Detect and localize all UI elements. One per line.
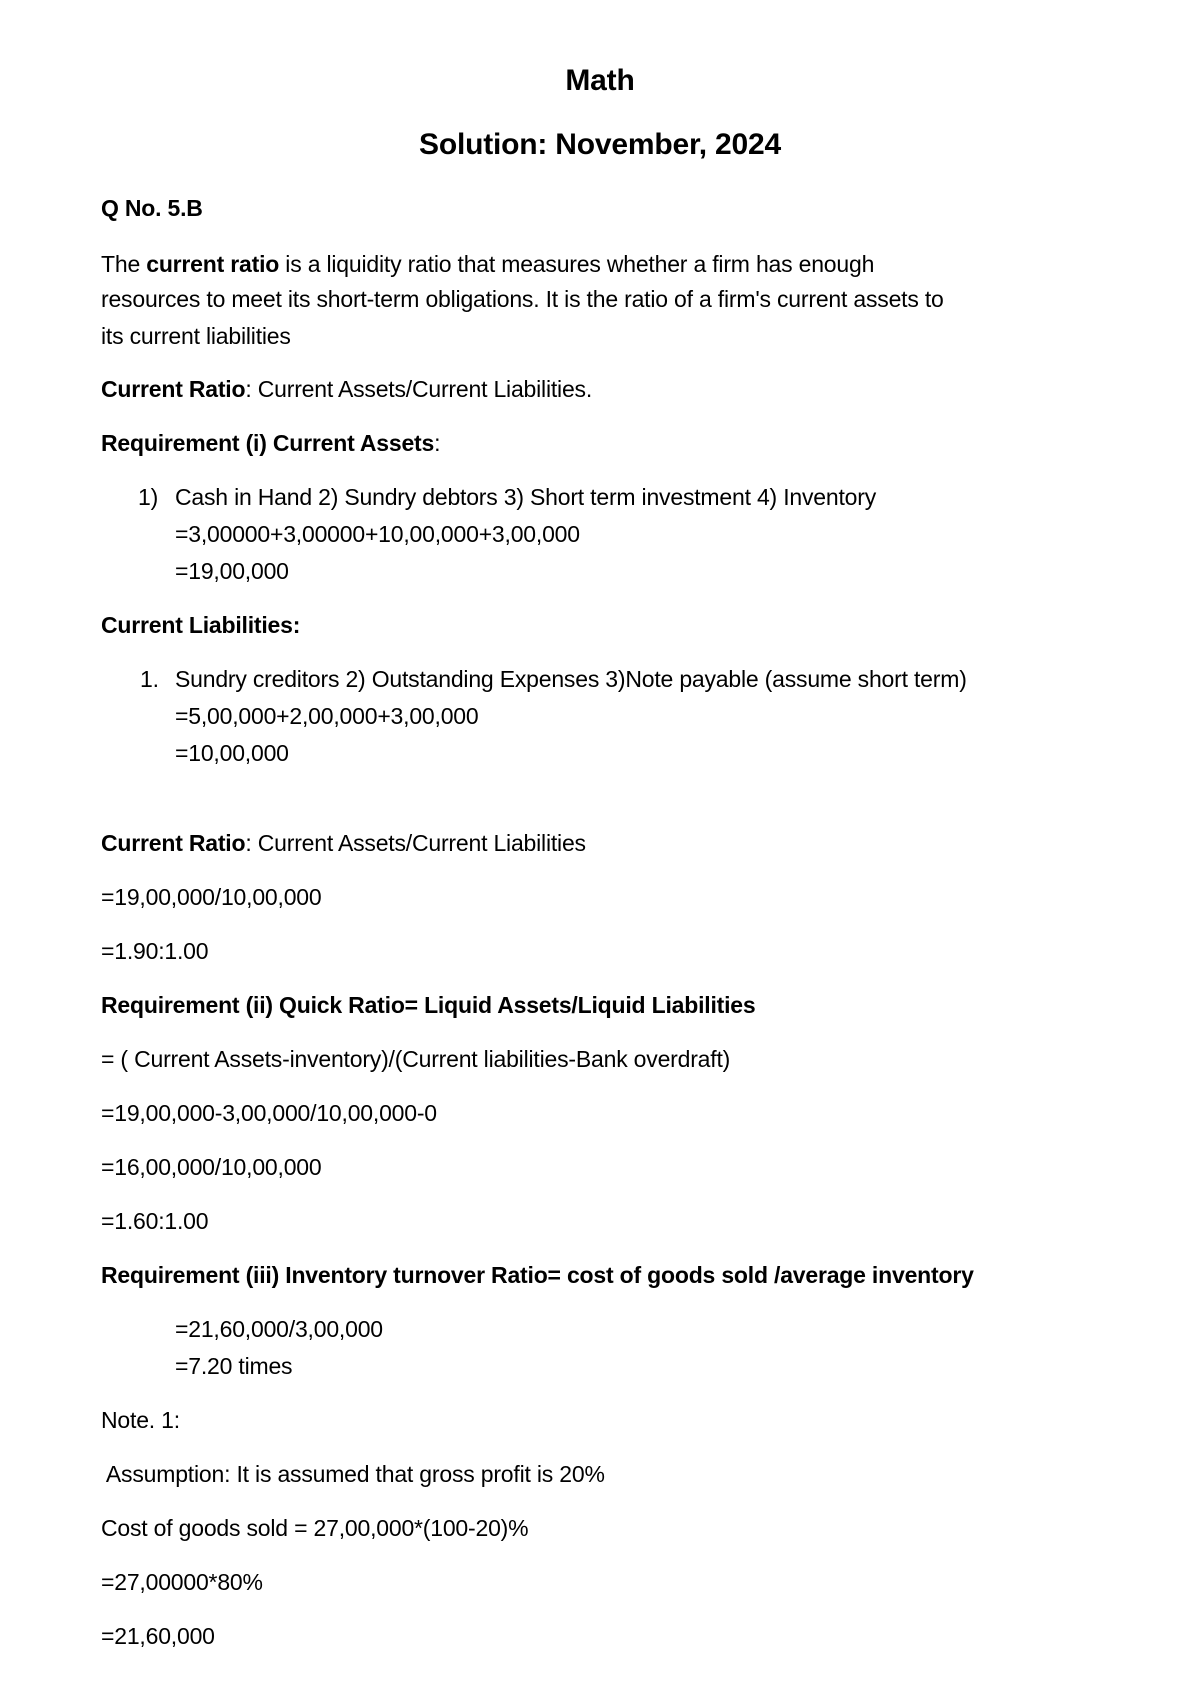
assets-calc-2: =19,00,000 — [175, 558, 289, 584]
inventory-turnover-calc-1: =21,60,000/3,00,000 — [175, 1316, 383, 1342]
assets-list-item — [138, 483, 158, 511]
requirement-iii-heading: Requirement (iii) Inventory turnover Ratio= cost of goods sold /average inventory — [101, 1262, 974, 1288]
term-current-ratio: current ratio — [146, 251, 280, 277]
page-title: Math — [565, 64, 635, 97]
assets-items: Cash in Hand 2) Sundry debtors 3) Short term investment 4) Inventory — [175, 484, 877, 510]
intro-line-2: resources to meet its short-term obligations. It is the ratio of a firm's current assets to — [101, 286, 944, 312]
liabilities-calc-2: =10,00,000 — [175, 740, 289, 766]
intro-line-1: The current ratio is a liquidity ratio that measures whether a firm has enough — [101, 251, 875, 277]
assets-calc-1: =3,00000+3,00000+10,00,000+3,00,000 — [175, 521, 580, 547]
quick-ratio-line-4: =1.60:1.00 — [101, 1208, 209, 1234]
current-ratio-calc-1: =19,00,000/10,00,000 — [101, 884, 322, 910]
formula-current-ratio-2: Current Ratio: Current Assets/Current Liabilities — [101, 830, 586, 856]
note-cogs: Cost of goods sold = 27,00,000*(100-20)% — [101, 1515, 529, 1541]
note-heading: Note. 1: — [101, 1407, 180, 1433]
question-number: Q No. 5.B — [101, 195, 203, 221]
liabilities-list-marker: 1. — [140, 666, 159, 692]
intro-line-3: its current liabilities — [101, 323, 291, 349]
requirement-i-heading: Requirement (i) Current Assets: — [101, 430, 441, 456]
inventory-turnover-calc-2: =7.20 times — [175, 1353, 293, 1379]
list-marker: 1) — [138, 484, 159, 510]
note-assumption: Assumption: It is assumed that gross profit is 20% — [101, 1461, 605, 1487]
requirement-ii-heading: Requirement (ii) Quick Ratio= Liquid Assets/Liquid Liabilities — [101, 992, 756, 1018]
formula-current-ratio: Current Ratio: Current Assets/Current Liabilities. — [101, 376, 593, 402]
current-liabilities-heading: Current Liabilities: — [101, 612, 301, 638]
quick-ratio-line-2: =19,00,000-3,00,000/10,00,000-0 — [101, 1100, 437, 1126]
note-calc-1: =27,00000*80% — [101, 1569, 263, 1595]
quick-ratio-line-1: = ( Current Assets-inventory)/(Current liabilities-Bank overdraft) — [101, 1046, 731, 1072]
liabilities-calc-1: =5,00,000+2,00,000+3,00,000 — [175, 703, 479, 729]
current-ratio-calc-2: =1.90:1.00 — [101, 938, 209, 964]
page-subtitle: Solution: November, 2024 — [419, 128, 781, 161]
liabilities-items: Sundry creditors 2) Outstanding Expenses 3)Note payable (assume short term) — [175, 666, 967, 692]
quick-ratio-line-3: =16,00,000/10,00,000 — [101, 1154, 322, 1180]
note-calc-2: =21,60,000 — [101, 1623, 215, 1649]
